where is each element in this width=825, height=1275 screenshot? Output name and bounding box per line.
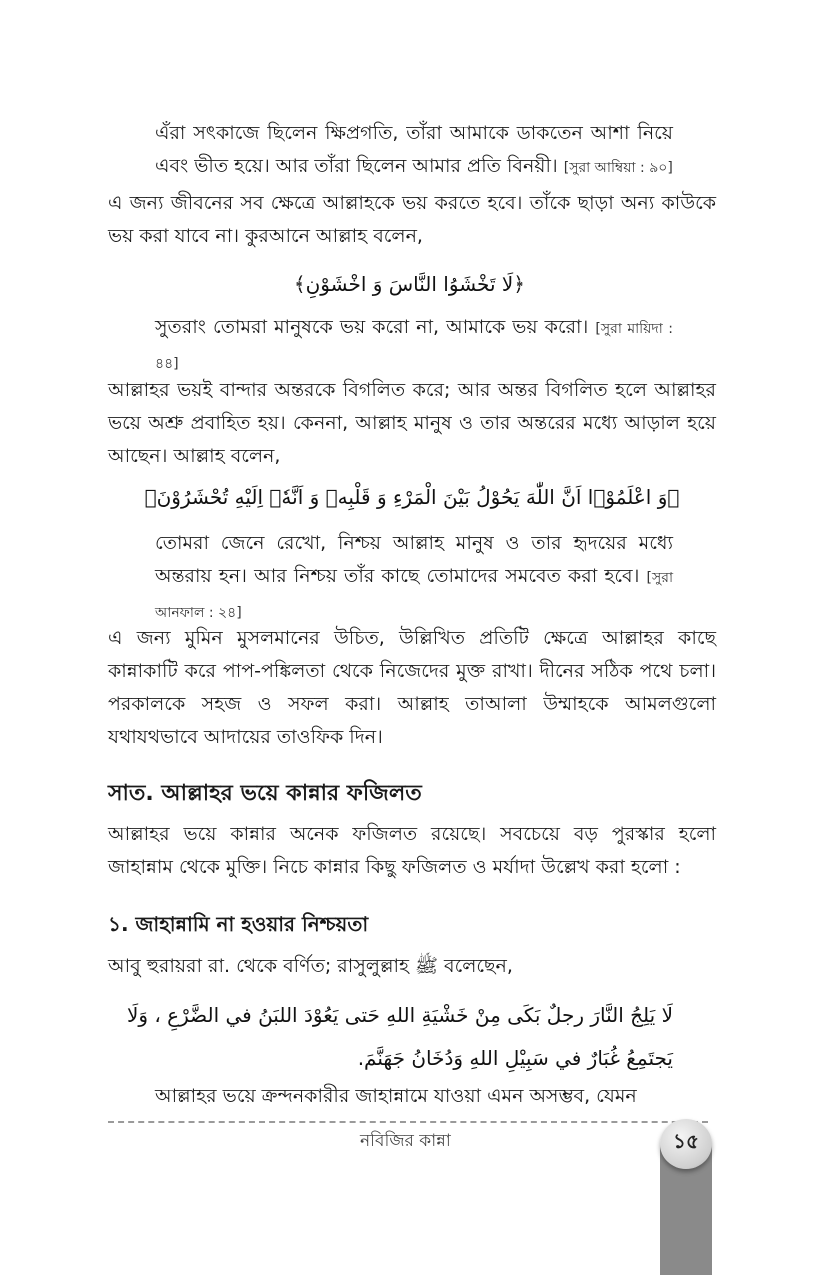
quote-translation-3: তোমরা জেনে রেখো, নিশ্চয় আল্লাহ মানুষ ও তার হৃদয়ের মধ্যে অন্তরায় হন। আর নিশ্চয় তাঁর কাছে তোমাদের সমবেত করা হবে। [সুরা আনফাল : ২৪] <box>155 532 674 621</box>
body-paragraph-3: এ জন্য মুমিন মুসলমানের উচিত, উল্লিখিত প্রতিটি ক্ষেত্রে আল্লাহর কাছে কান্নাকাটি করে পাপ-পঙ্কিলতা থেকে নিজেদের মুক্ত রাখা। দীনের সঠিক পথে চলা। পরকালকে সহজ ও সফল করা। আল্লাহ তাআলা উম্মাহকে আমলগুলো যথাযথভাবে আদায়ের তাওফিক দিন। <box>108 627 716 748</box>
quote-translation-4: আল্লাহর ভয়ে ক্রন্দনকারীর জাহান্নামে যাওয়া এমন অসম্ভব, যেমন <box>155 1085 637 1107</box>
section-heading: সাত. আল্লাহর ভয়ে কান্নার ফজিলত <box>108 781 422 806</box>
body-paragraph-2: আল্লাহর ভয়ই বান্দার অন্তরকে বিগলিত করে; আর অন্তর বিগলিত হলে আল্লাহর ভয়ে অশ্রু প্রবাহিত হয়। কেননা, আল্লাহ মানুষ ও তার অন্তরের মধ্যে আড়াল হয়ে আছেন। আল্লাহ বলেন, <box>108 379 716 467</box>
sub-heading: ১. জাহান্নামি না হওয়ার নিশ্চয়তা <box>108 912 369 936</box>
arabic-verse-1: ﴿لَا تَخْشَوُا النَّاسَ وَ اخْشَوْنِ﴾ <box>293 272 525 296</box>
arabic-verse-2: ﴿وَ اعْلَمُوْۤا اَنَّ اللّٰهَ يَحُوْلُ بَيْنَ الْمَرْءِ وَ قَلْبِهٖ وَ اَنَّهٗۤ اِلَيْهِ تُحْشَرُوْنَ﴾ <box>144 485 680 509</box>
quote-translation-1: এঁরা সৎকাজে ছিলেন ক্ষিপ্রগতি, তাঁরা আমাকে ডাকতেন আশা নিয়ে এবং ভীত হয়ে। আর তাঁরা ছিলেন আমার প্রতি বিনয়ী। [সুরা আম্বিয়া : ৯০] <box>155 122 673 177</box>
body-paragraph-1: এ জন্য জীবনের সব ক্ষেত্রে আল্লাহকে ভয় করতে হবে। তাঁকে ছাড়া অন্য কাউকে ভয় করা যাবে না। কুরআনে আল্লাহ বলেন, <box>108 192 716 247</box>
hadith-arabic-line-2: يَجتَمِعُ غُبَارٌ في سَبِيْلِ اللهِ وَدُخَانُ جَهَنَّمَ. <box>357 1046 673 1070</box>
body-paragraph-5: আবু হুরায়রা রা. থেকে বর্ণিত; রাসুলুল্লাহ ﷺ বলেছেন, <box>108 955 513 977</box>
footer-book-title: নবিজির কান্না <box>360 1131 451 1151</box>
body-paragraph-4: আল্লাহর ভয়ে কান্নার অনেক ফজিলত রয়েছে। সবচেয়ে বড় পুরস্কার হলো জাহান্নাম থেকে মুক্তি। নিচে কান্নার কিছু ফজিলত ও মর্যাদা উল্লেখ করা হলো : <box>108 823 716 878</box>
citation: [সুরা আনফাল : ২৪] <box>155 570 674 621</box>
citation: [সুরা মায়িদা : ৪৪] <box>155 321 673 372</box>
quote-translation-2: সুতরাং তোমরা মানুষকে ভয় করো না, আমাকে ভয় করো। [সুরা মায়িদা : ৪৪] <box>155 316 673 372</box>
footer-divider <box>108 1121 708 1123</box>
citation: [সুরা আম্বিয়া : ৯০] <box>563 160 673 176</box>
hadith-arabic-line-1: لَا يَلِجُ النَّارَ رجلٌ بَكَى مِنْ خَشْيَةِ اللهِ حَتى يَعُوْدَ اللبَنُ في الضَّرْعِ ، وَلَا <box>126 1003 673 1027</box>
page-number: ১৫ <box>673 1129 699 1153</box>
